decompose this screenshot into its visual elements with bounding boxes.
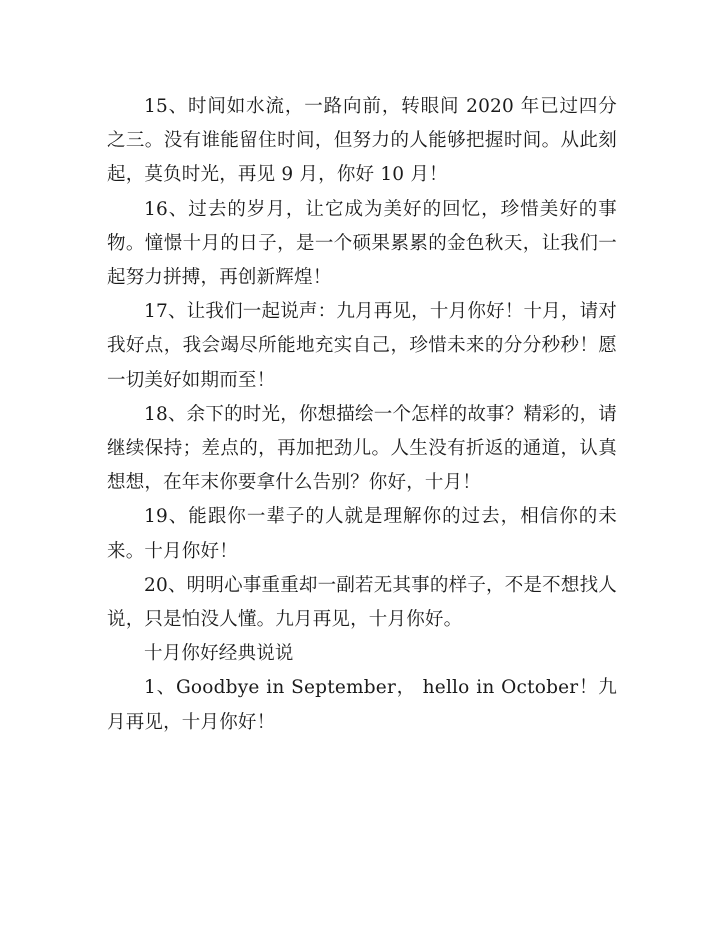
paragraph-18: 18、余下的时光，你想描绘一个怎样的故事？精彩的，请继续保持；差点的，再加把劲儿。人生没有折返的通道，认真想想，在年末你要拿什么告别？你好，十月！ [107, 403, 617, 494]
paragraph-19: 19、能跟你一辈子的人就是理解你的过去，相信你的未来。十月你好！ [107, 506, 617, 562]
paragraph-15: 15、时间如水流，一路向前，转眼间 2020 年已过四分之三。没有谁能留住时间，但努力的人能够把握时间。从此刻起，莫负时光，再见 9 月，你好 10 月！ [107, 96, 617, 186]
paragraph-16: 16、过去的岁月，让它成为美好的回忆，珍惜美好的事物。憧憬十月的日子，是一个硕果累累的金色秋天，让我们一起努力拼搏，再创新辉煌！ [107, 198, 617, 289]
paragraph-20: 20、明明心事重重却一副若无其事的样子，不是不想找人说，只是怕没人懂。九月再见，十月你好。 [107, 574, 617, 631]
paragraph-1: 1、Goodbye in September， hello in October！九月再见，十月你好！ [107, 677, 617, 733]
paragraph-17: 17、让我们一起说声：九月再见，十月你好！十月，请对我好点，我会竭尽所能地充实自己，珍惜未来的分分秒秒！愿一切美好如期而至！ [107, 301, 617, 391]
document-body [107, 90, 617, 740]
section-heading: 十月你好经典说说 [144, 643, 294, 665]
